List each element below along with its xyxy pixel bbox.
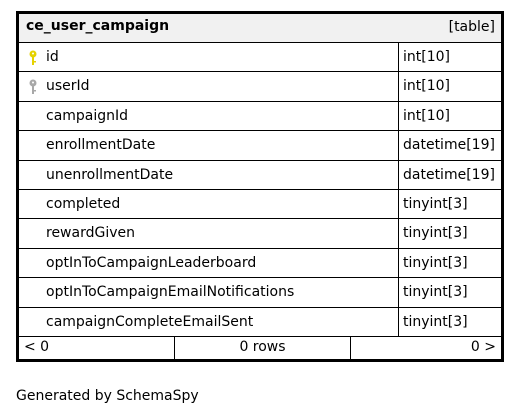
column-row[interactable] xyxy=(19,161,501,190)
column-name-cell xyxy=(19,72,399,100)
column-name-cell xyxy=(19,190,399,218)
column-type: tinyint[3] xyxy=(403,284,468,301)
column-name: enrollmentDate xyxy=(46,137,156,154)
column-row[interactable] xyxy=(19,102,501,131)
column-row[interactable] xyxy=(19,278,501,307)
column-row[interactable] xyxy=(19,43,501,72)
column-type: tinyint[3] xyxy=(403,254,468,271)
primary-key-icon xyxy=(28,50,38,66)
column-row[interactable] xyxy=(19,190,501,219)
column-name-cell xyxy=(19,161,399,189)
column-name: campaignCompleteEmailSent xyxy=(46,313,254,330)
table-name[interactable]: ce_user_campaign xyxy=(26,18,170,34)
column-row[interactable] xyxy=(19,219,501,248)
column-type: int[10] xyxy=(403,78,450,95)
parents-count-cell[interactable] xyxy=(19,336,175,359)
column-name-cell xyxy=(19,278,399,306)
generator-caption: Generated by SchemaSpy xyxy=(16,388,199,404)
column-name-cell xyxy=(19,249,399,277)
column-name: unenrollmentDate xyxy=(46,166,174,183)
column-type: int[10] xyxy=(403,107,450,124)
column-name: optInToCampaignLeaderboard xyxy=(46,254,257,271)
column-name: rewardGiven xyxy=(46,225,135,242)
row-count: 0 rows xyxy=(239,339,286,355)
column-type: tinyint[3] xyxy=(403,313,468,330)
table-node[interactable] xyxy=(16,11,504,362)
column-name: id xyxy=(46,49,59,65)
row-count-cell xyxy=(175,336,351,359)
column-row[interactable] xyxy=(19,131,501,160)
column-row[interactable] xyxy=(19,308,501,337)
column-row[interactable] xyxy=(19,72,501,101)
foreign-key-icon xyxy=(28,79,38,95)
column-type: int[10] xyxy=(403,49,450,65)
column-name: completed xyxy=(46,196,121,212)
column-name-cell xyxy=(19,219,399,247)
column-name-cell xyxy=(19,308,399,336)
column-name-cell xyxy=(19,102,399,130)
children-count: 0 > xyxy=(470,339,496,355)
column-type: datetime[19] xyxy=(403,137,495,154)
column-row[interactable] xyxy=(19,249,501,278)
column-name: userId xyxy=(46,78,90,95)
column-name: optInToCampaignEmailNotifications xyxy=(46,284,295,301)
table-header xyxy=(19,14,501,43)
column-type: datetime[19] xyxy=(403,166,495,183)
column-name-cell xyxy=(19,43,399,71)
column-type: tinyint[3] xyxy=(403,196,468,212)
column-name: campaignId xyxy=(46,107,129,124)
parents-count: < 0 xyxy=(24,339,50,355)
children-count-cell[interactable] xyxy=(351,336,501,359)
table-footer xyxy=(19,336,501,359)
table-kind-label: [table] xyxy=(448,19,495,35)
column-name-cell xyxy=(19,131,399,159)
column-type: tinyint[3] xyxy=(403,225,468,242)
